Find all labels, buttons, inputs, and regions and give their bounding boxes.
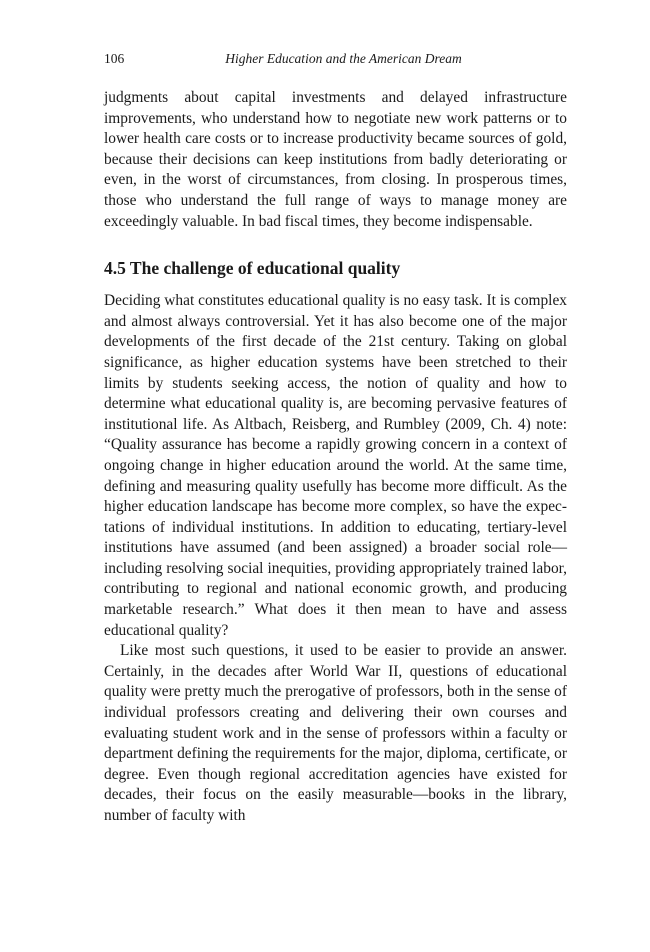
running-title: Higher Education and the American Dream (225, 51, 462, 66)
page-number: 106 (104, 51, 125, 66)
paragraph-quality-intro: Deciding what constitutes educational quality is no easy task. It is complex and almost always controversial. Yet it has also become one of the major developments of the first decade of the 21st century. Taking on global significance, as higher education systems have been stretched to their limits by students seeking access, the notion of quality and how to determine what educational quality is, are becoming pervasive features of institutional life. As Altbach, Reisberg, and Rumbley (2009, Ch. 4) note: “Quality assurance has become a rapidly growing concern in a context of ongoing change in higher education around the world. At the same time, defining and measuring quality usefully has become more difficult. As the higher education landscape has become more complex, so have the expectations of individual institutions. In addition to educating, tertiary-level institutions have assumed (and been assigned) a broader social role—including resolving social inequities, providing appropriately trained labor, contributing to regional and national economic growth, and producing marketable research.” What does it then mean to have and assess educational quality? (104, 292, 567, 639)
paragraph-continued: judgments about capital investments and delayed infrastructure improvements, who understand how to negotiate new work patterns or to lower health care costs or to increase productivity became sources of gold, because their decisions can keep institutions from badly deteriorating or even, in the worst of circumstances, from closing. In prosperous times, those who understand the full range of ways to manage money are exceedingly valuable. In bad fiscal times, they become indispensable. (104, 89, 567, 230)
section-heading: 4.5 The challenge of educational quality (104, 258, 401, 279)
running-head (104, 48, 567, 70)
body-text (104, 88, 567, 827)
paragraph-quality-history: Like most such questions, it used to be easier to provide an answer. Certainly, in the decades after World War II, questions of educational quality were pretty much the prerogative of professors, both in the sense of individual professors creating and delivering their own courses and evaluating student work and in the sense of professors within a faculty or department defining the requirements for the major, diploma, certificate, or degree. Even though regional accreditation agencies have existed for decades, their focus on the easily measurable—books in the library, number of faculty with (104, 642, 567, 824)
book-page (104, 48, 567, 827)
